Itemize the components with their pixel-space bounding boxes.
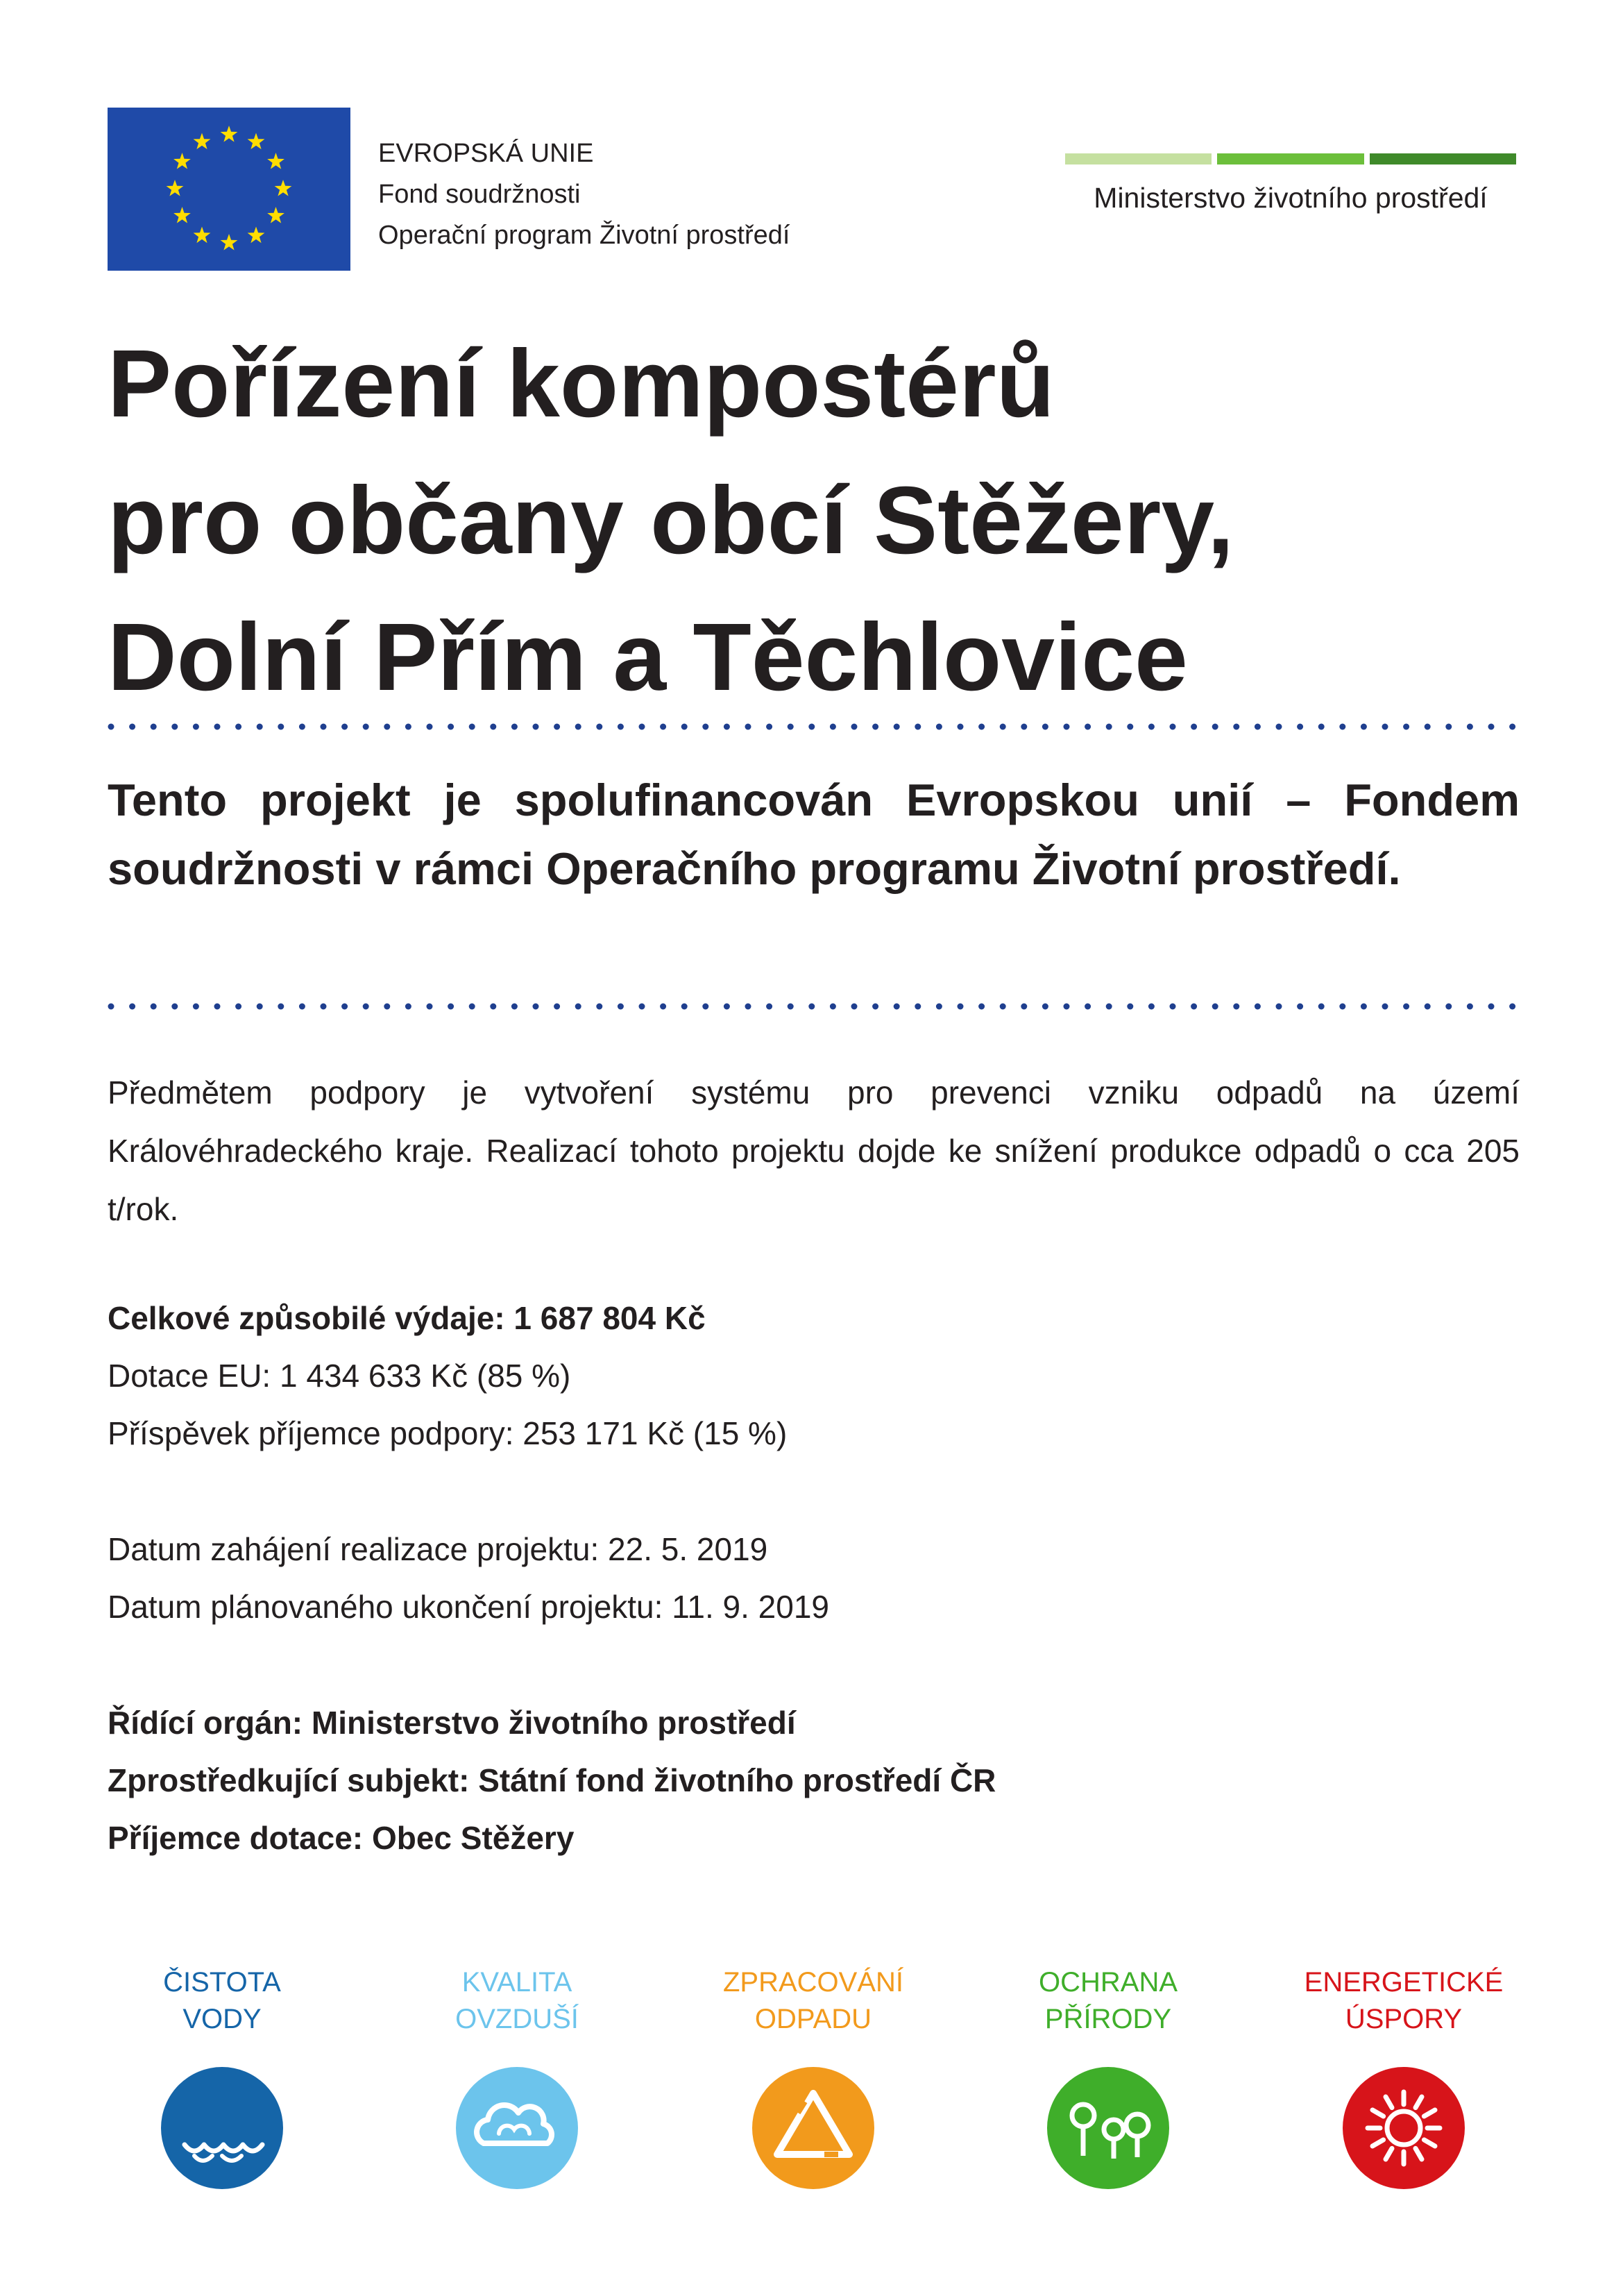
- priority-label: [402, 1964, 631, 2041]
- title-line-2: pro občany obcí Stěžery,: [108, 467, 1234, 574]
- ministry-bar-1: [1065, 153, 1212, 164]
- cloud-icon: [456, 2067, 578, 2189]
- ministry-bar-3: [1370, 153, 1516, 164]
- priority-label-line-1: OCHRANA: [1038, 1967, 1178, 1998]
- ministry-logo-bars: [1065, 153, 1516, 164]
- grant-recipient: Příjemce dotace: Obec Stěžery: [108, 1820, 575, 1856]
- dotted-divider-bottom: [108, 1002, 1516, 1011]
- total-expenses: Celkové způsobilé výdaje: 1 687 804 Kč: [108, 1300, 706, 1336]
- page-title: [108, 316, 1530, 726]
- trees-icon: [1047, 2067, 1169, 2189]
- eu-flag-logo: [108, 108, 350, 271]
- priority-label-line-1: ZPRACOVÁNÍ: [722, 1967, 904, 1998]
- priority-energy: [1289, 1964, 1518, 2189]
- cofinancing-statement: Tento projekt je spolufinancován Evropskou unií – Fondem soudržnosti v rámci Operačního programu Životní prostředí.: [108, 775, 1520, 894]
- recipient-contribution: Příspěvek příjemce podpory: 253 171 Kč (15 %): [108, 1415, 788, 1451]
- dotted-divider-top: [108, 722, 1516, 732]
- intermediate-body: Zprostředkující subjekt: Státní fond životního prostředí ČR: [108, 1762, 996, 1798]
- eu-program-text: [378, 133, 790, 256]
- start-date: Datum zahájení realizace projektu: 22. 5. 2019: [108, 1531, 768, 1567]
- fund-name: Fond soudržnosti: [378, 180, 581, 209]
- sun-icon: [1343, 2067, 1465, 2189]
- priority-label-line-2: OVZDUŠÍ: [455, 2004, 579, 2034]
- project-description: Předmětem podpory je vytvoření systému pro prevenci vzniku odpadů na území Královéhradeckého kraje. Realizací tohoto projektu dojde ke snížení produkce odpadů o cca 205 t/rok.: [108, 1074, 1520, 1227]
- priority-label-line-1: KVALITA: [461, 1967, 572, 1998]
- recycle-icon: [752, 2067, 874, 2189]
- water-icon: [161, 2067, 283, 2189]
- priority-water: [108, 1964, 337, 2189]
- end-date: Datum plánovaného ukončení projektu: 11. 9. 2019: [108, 1589, 829, 1625]
- priority-label: [108, 1964, 337, 2041]
- priority-label-line-2: ODPADU: [754, 2004, 872, 2034]
- managing-authority: Řídící orgán: Ministerstvo životního prostředí: [108, 1705, 796, 1741]
- priority-label-line-2: ÚSPORY: [1345, 2004, 1463, 2034]
- title-line-3: Dolní Přím a Těchlovice: [108, 604, 1188, 711]
- priority-label-line-1: ČISTOTA: [163, 1967, 281, 1998]
- priority-nature: [994, 1964, 1223, 2189]
- priority-label: [1289, 1964, 1518, 2041]
- title-line-1: Pořízení kompostérů: [108, 330, 1055, 437]
- ministry-bar-2: [1217, 153, 1363, 164]
- priority-label: [699, 1964, 928, 2041]
- ministry-name: Ministerstvo životního prostředí: [1094, 182, 1488, 214]
- priority-label: [994, 1964, 1223, 2041]
- program-name: Operační program Životní prostředí: [378, 221, 790, 250]
- eu-subsidy: Dotace EU: 1 434 633 Kč (85 %): [108, 1358, 571, 1394]
- priority-label-line-2: VODY: [182, 2004, 262, 2034]
- priority-air: [402, 1964, 631, 2189]
- priority-label-line-1: ENERGETICKÉ: [1304, 1967, 1504, 1998]
- priority-waste: [699, 1964, 928, 2189]
- eu-name: EVROPSKÁ UNIE: [378, 139, 594, 168]
- priority-label-line-2: PŘÍRODY: [1044, 2004, 1172, 2034]
